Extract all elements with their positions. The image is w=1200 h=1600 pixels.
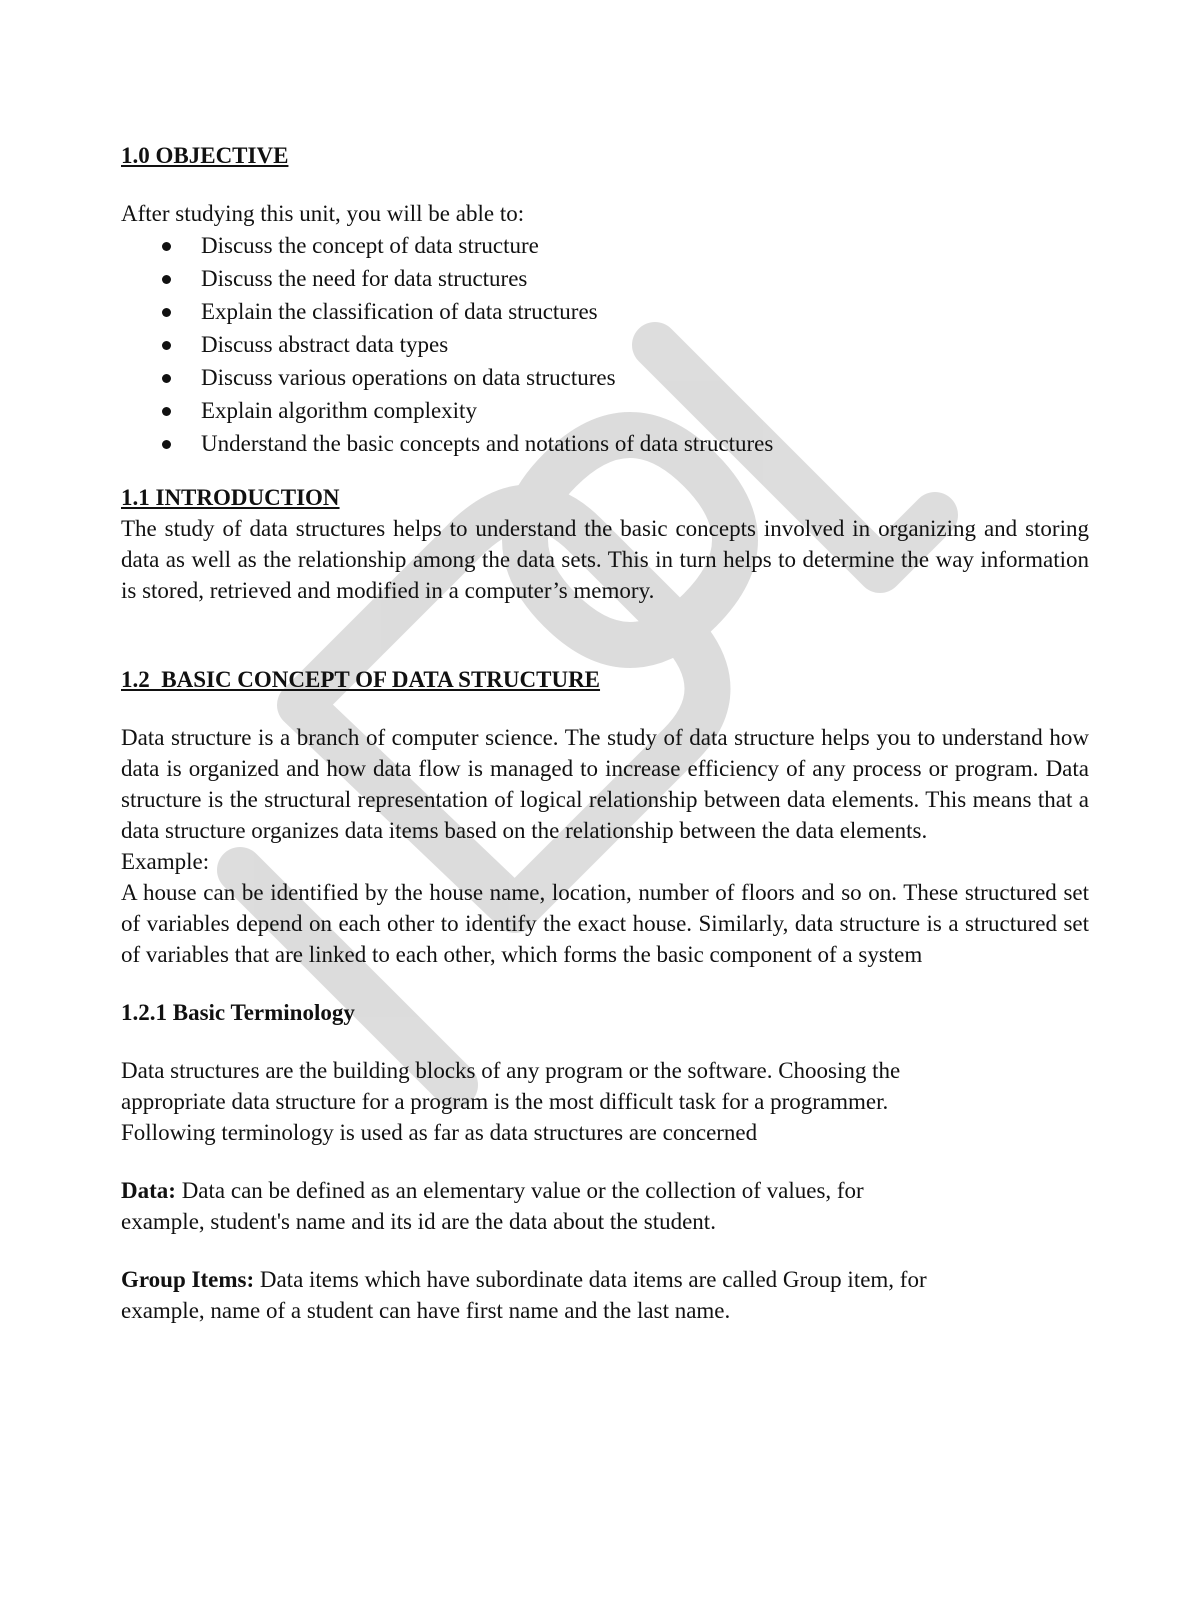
bullet-icon (162, 275, 171, 284)
definition-text: example, student's name and its id are the data about the student. (121, 1209, 716, 1234)
introduction-paragraph: The study of data structures helps to understand the basic concepts involved in organizing and storing data as well as the relationship among the data sets. This in turn helps to determine the way information is stored, retrieved and modified in a computer’s memory. (121, 516, 1089, 603)
objective-item (158, 361, 1089, 394)
objective-item (158, 262, 1089, 295)
objective-item-text: Discuss the need for data structures (201, 266, 528, 291)
bullet-icon (162, 308, 171, 317)
example-label: Example: (121, 849, 210, 874)
terminology-paragraph (121, 1055, 1089, 1148)
basic-concept-paragraph: Data structure is a branch of computer science. The study of data structure helps you to understand how data is organized and how data flow is managed to increase efficiency of any process or program. Data structure is the structural representation of logical relationship between data elements. This means that a data structure organizes data items based on the relationship between the data elements. (121, 725, 1089, 843)
objective-item-text: Discuss various operations on data structures (201, 365, 616, 390)
definition-term-group-items: Group Items: (121, 1267, 255, 1292)
terminology-line: Data structures are the building blocks of any program or the software. Choosing the (121, 1058, 901, 1083)
section-heading-introduction: 1.1 INTRODUCTION (121, 485, 340, 510)
document-content (121, 140, 1089, 1326)
objective-item (158, 229, 1089, 262)
objective-item-text: Explain the classification of data structures (201, 299, 598, 324)
bullet-icon (162, 242, 171, 251)
definition-text: Data items which have subordinate data items are called Group item, for (254, 1267, 927, 1292)
bullet-icon (162, 341, 171, 350)
objective-intro: After studying this unit, you will be able to: (121, 201, 525, 226)
bullet-icon (162, 407, 171, 416)
bullet-icon (162, 440, 171, 449)
objective-item-text: Understand the basic concepts and notations of data structures (201, 431, 774, 456)
objective-item (158, 295, 1089, 328)
objective-list (121, 229, 1089, 460)
definition-term-data: Data: (121, 1178, 176, 1203)
section-heading-objective: 1.0 OBJECTIVE (121, 143, 289, 168)
terminology-line: Following terminology is used as far as data structures are concerned (121, 1120, 758, 1145)
objective-item-text: Explain algorithm complexity (201, 398, 477, 423)
section-heading-basic-concept: 1.2 BASIC CONCEPT OF DATA STRUCTURE (121, 667, 601, 692)
definition-text: example, name of a student can have first name and the last name. (121, 1298, 731, 1323)
example-paragraph: A house can be identified by the house name, location, number of floors and so on. These structured set of variables depend on each other to identify the exact house. Similarly, data structure is a structured set of variables that are linked to each other, which forms the basic component of a system (121, 880, 1089, 967)
objective-item-text: Discuss abstract data types (201, 332, 449, 357)
objective-item (158, 328, 1089, 361)
definition-text: Data can be defined as an elementary value or the collection of values, for (175, 1178, 864, 1203)
subsection-heading-terminology: 1.2.1 Basic Terminology (121, 1000, 355, 1025)
objective-item (158, 427, 1089, 460)
objective-item-text: Discuss the concept of data structure (201, 233, 539, 258)
terminology-line: appropriate data structure for a program is the most difficult task for a programmer. (121, 1089, 889, 1114)
definition-data (121, 1175, 1089, 1237)
bullet-icon (162, 374, 171, 383)
definition-group-items (121, 1264, 1089, 1326)
objective-item (158, 394, 1089, 427)
